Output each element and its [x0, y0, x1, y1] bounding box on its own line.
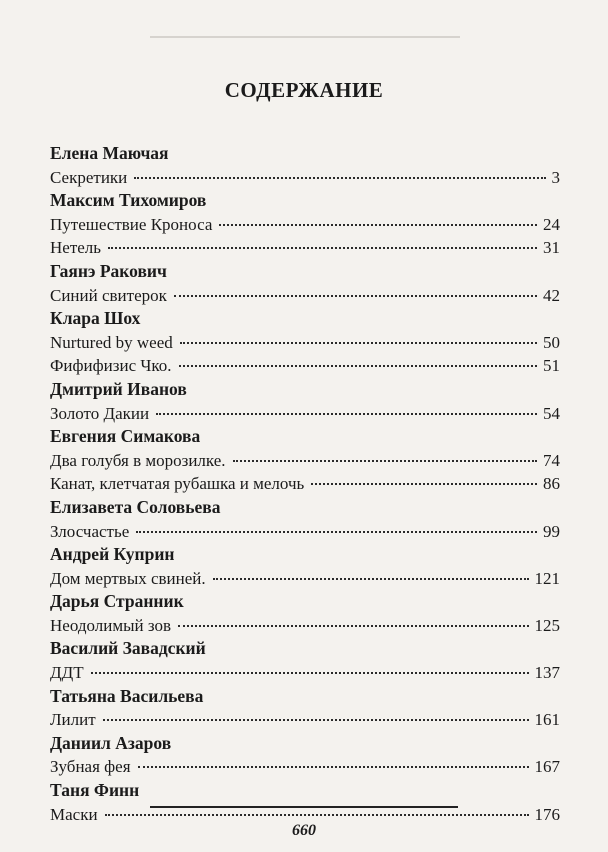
bleed-through-line	[150, 36, 460, 38]
toc-author: Татьяна Васильева	[50, 685, 204, 706]
toc-author: Даниил Азаров	[50, 732, 172, 753]
toc-entry	[50, 472, 560, 496]
toc-entry-title: Злосчастье	[50, 521, 130, 541]
toc-entry	[50, 213, 560, 237]
toc-entry-title: Дом мертвых свиней.	[50, 568, 206, 588]
toc-entry-page: 31	[543, 238, 560, 258]
toc-entry	[50, 520, 560, 544]
toc-entry-page: 99	[543, 521, 560, 541]
toc-author: Максим Тихомиров	[50, 190, 207, 211]
page-number: 660	[292, 822, 316, 839]
toc-entry-page: 137	[534, 663, 560, 683]
toc-entry-title: Зубная фея	[50, 757, 131, 777]
toc-entry	[50, 402, 560, 426]
toc-entry	[50, 661, 560, 685]
toc-entry-page: 125	[534, 615, 560, 635]
toc-entry	[50, 284, 560, 308]
toc-entry	[50, 354, 560, 378]
toc-entry-page: 161	[534, 710, 560, 730]
toc-entry-title: Синий свитерок	[50, 285, 167, 305]
dot-leader	[108, 247, 537, 249]
toc-entry-title: Секретики	[50, 167, 128, 187]
toc-entry-page: 3	[551, 167, 560, 187]
toc-entry-title: Два голубя в морозилке.	[50, 450, 226, 470]
toc-entry-page: 176	[534, 804, 560, 824]
dot-leader	[156, 413, 537, 415]
dot-leader	[233, 460, 537, 462]
dot-leader	[179, 365, 537, 367]
toc-entry	[50, 331, 560, 355]
toc-author: Гаянэ Ракович	[50, 260, 167, 281]
dot-leader	[105, 814, 529, 816]
dot-leader	[213, 578, 529, 580]
toc-entry	[50, 708, 560, 732]
toc-entry	[50, 614, 560, 638]
toc-entry-title: Маски	[50, 804, 98, 824]
toc-entry-title: Неодолимый зов	[50, 615, 172, 635]
toc-entry-page: 86	[543, 474, 560, 494]
toc-entry-title: Канат, клетчатая рубашка и мелочь	[50, 474, 305, 494]
toc-entry-title: Nurtured by weed	[50, 332, 173, 352]
dot-leader	[134, 177, 545, 179]
toc-entry-page: 24	[543, 214, 560, 234]
toc-entry	[50, 449, 560, 473]
toc-author: Елизавета Соловьева	[50, 496, 221, 517]
toc-entry-page: 51	[543, 356, 560, 376]
dot-leader	[178, 625, 528, 627]
table-of-contents	[50, 142, 560, 826]
toc-entry-title: Нетель	[50, 238, 102, 258]
footer-rule	[150, 806, 458, 808]
toc-entry-title: Золото Дакии	[50, 403, 150, 423]
toc-entry-page: 74	[543, 450, 560, 470]
toc-entry-page: 167	[534, 757, 560, 777]
toc-entry-page: 50	[543, 332, 560, 352]
toc-entry-page: 54	[543, 403, 560, 423]
toc-author: Андрей Куприн	[50, 544, 175, 565]
toc-author: Таня Финн	[50, 780, 140, 801]
dot-leader	[138, 766, 529, 768]
dot-leader	[311, 483, 537, 485]
dot-leader	[180, 342, 537, 344]
page-title: СОДЕРЖАНИЕ	[224, 78, 384, 102]
toc-entry-page: 121	[534, 568, 560, 588]
toc-entry-title: ДДТ	[50, 663, 84, 683]
dot-leader	[103, 719, 529, 721]
toc-entry-title: Фифифизис Чко.	[50, 356, 172, 376]
dot-leader	[174, 295, 537, 297]
toc-entry-title: Лилит	[50, 710, 96, 730]
toc-author: Дмитрий Иванов	[50, 378, 187, 399]
toc-author: Дарья Странник	[50, 591, 184, 612]
dot-leader	[219, 224, 537, 226]
dot-leader	[91, 672, 529, 674]
toc-entry	[50, 166, 560, 190]
toc-entry	[50, 755, 560, 779]
toc-author: Клара Шох	[50, 308, 141, 329]
toc-entry-page: 42	[543, 285, 560, 305]
dot-leader	[136, 531, 537, 533]
toc-author: Евгения Симакова	[50, 426, 201, 447]
toc-author: Василий Завадский	[50, 638, 206, 659]
toc-entry	[50, 567, 560, 591]
toc-author: Елена Маючая	[50, 143, 169, 163]
toc-entry-title: Путешествие Кроноса	[50, 214, 213, 234]
toc-entry	[50, 236, 560, 260]
